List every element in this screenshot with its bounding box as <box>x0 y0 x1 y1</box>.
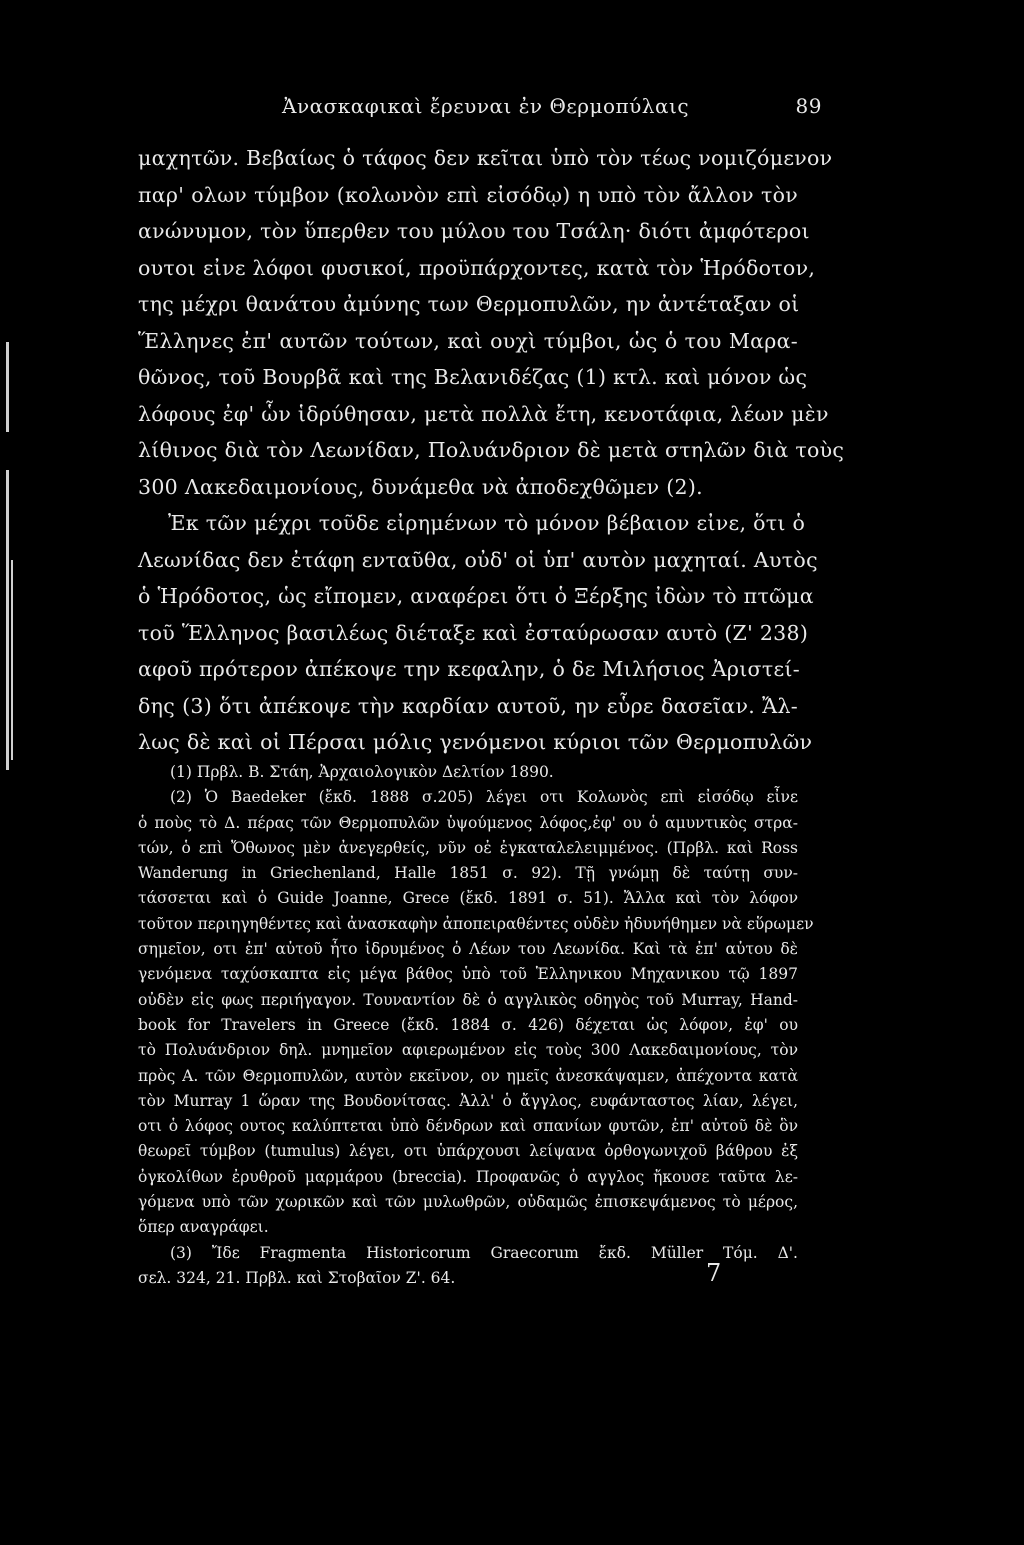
footnote-line: τὸ Πολυάνδριον δηλ. μνημεῖον αφιερωμένον εἰς τοὺς 300 Λακεδαιμονίους, τὸν <box>138 1041 798 1060</box>
text-line: θῶνος, τοῦ Βουρβᾶ καὶ της Βελανιδέζας (1) κτλ. καὶ μόνον ὡς <box>138 365 808 389</box>
text-line: αφοῦ πρότερον ἀπέκοψε την κεφαλην, ὁ δε Μιλήσιος Ἀριστεί- <box>138 657 800 681</box>
footnote-line: ὁ ποὺς τὸ Δ. πέρας τῶν Θερμοπυλῶν ὑψούμενος λόφος,ἐφ' ου ὁ αμυντικὸς στρα- <box>138 813 798 832</box>
footnote-line: οὐδὲν εἰς φως περιήγαγον. Τουναντίον δὲ ὁ αγγλικὸς οδηγὸς τοῦ Murray, Hand- <box>138 990 798 1009</box>
footnote-line: πρὸς Α. τῶν Θερμοπυλῶν, αυτὸν εκεῖνον, ον ημεῖς ἀνεσκάψαμεν, ἀπέχοντα κατὰ <box>138 1066 798 1085</box>
text-line: τοῦ Ἕλληνος βασιλέως διέταξε καὶ ἐσταύρωσαν αυτὸ (Ζ' 238) <box>138 620 809 645</box>
header-title: Ἀνασκαφικαὶ ἔρευναι ἐν Θερμοπύλαις <box>282 94 690 118</box>
footnote-line: γόμενα υπὸ τῶν χωρικῶν καὶ τῶν μυλωθρῶν, οὐδαμῶς ἐπισκεψάμενος τὸ μέρος, <box>138 1193 798 1212</box>
footnote-line: ὀγκολίθων ἐρυθροῦ μαρμάρου (breccia). Προφανῶς ὁ αγγλος ἤκουσε ταῦτα λε- <box>138 1167 798 1186</box>
footnote-line: (3) Ἴδε Fragmenta Historicorum Graecorum ἔκδ. Müller Τόμ. Δ'. <box>170 1243 798 1262</box>
footnote-line: (1) Πρβλ. Β. Στάη, Ἀρχαιολογικὸν Δελτίον 1890. <box>170 763 554 781</box>
footnote-line: τὸν Murray 1 ὥραν της Βουδονίτσας. Ἀλλ' ὁ ἄγγλος, ευφάνταστος λίαν, λέγει, <box>138 1091 798 1110</box>
text-line: λόφους ἐφ' ὧν ἱδρύθησαν, μετὰ πολλὰ ἔτη, κενοτάφια, λέων μὲν <box>138 401 829 426</box>
text-line: 300 Λακεδαιμονίους, δυνάμεθα νὰ ἀποδεχθῶμεν (2). <box>138 474 703 499</box>
footnotes <box>138 760 814 1291</box>
footnote-line: (2) Ὁ Baedeker (ἔκδ. 1888 σ.205) λέγει οτι Κολωνὸς επὶ εἰσόδῳ εἶνε <box>170 788 798 807</box>
scan-margin-mark <box>6 470 9 770</box>
signature-mark: 7 <box>706 1259 722 1287</box>
main-text <box>138 140 845 761</box>
text-line: της μέχρι θανάτου ἀμύνης των Θερμοπυλῶν, ην ἀντέταξαν οἱ <box>138 292 800 316</box>
footnote-line: θεωρεῖ τύμβον (tumulus) λέγει, οτι ὑπάρχουσι λείψανα ὀρθογωνιχοῦ βάθρου ἐξ <box>138 1142 798 1161</box>
page-number: 89 <box>795 94 822 118</box>
footnote-line: τάσσεται καὶ ὁ Guide Joanne, Grece (ἔκδ. 1891 σ. 51). Ἄλλα καὶ τὸν λόφον <box>138 889 798 908</box>
text-line: Ἐκ τῶν μέχρι τοῦδε εἰρημένων τὸ μόνον βέβαιον εἰνε, ὅτι ὁ <box>168 511 806 535</box>
text-line: Ἕλληνες ἐπ' αυτῶν τούτων, καὶ ουχὶ τύμβοι, ὡς ὁ του Μαρα- <box>138 328 798 353</box>
text-line: δης (3) ὅτι ἀπέκοψε τὴν καρδίαν αυτοῦ, ην εὗρε δασεῖαν. Ἄλ- <box>138 693 798 718</box>
footnote-line: τών, ὁ επὶ Ὄθωνος μὲν ἀνεγερθείς, νῦν οἐ ἐγκαταλελειμμένος. (Πρβλ. καὶ Ross <box>138 838 798 857</box>
text-line: Λεωνίδας δεν ἐτάφη ενταῦθα, οὐδ' οἱ ὑπ' αυτὸν μαχηταί. Αυτὸς <box>138 547 818 572</box>
footnote-line: γενόμενα ταχύσκαπτα εἰς μέγα βάθος ὑπὸ τοῦ Ἑλληνικου Μηχανικου τῷ 1897 <box>138 965 798 984</box>
text-line: παρ' ολων τύμβον (κολωνὸν επὶ εἰσόδῳ) η υπὸ τὸν ἄλλον τὸν <box>138 182 798 207</box>
text-line: λίθινος διὰ τὸν Λεωνίδαν, Πολυάνδριον δὲ μετὰ στηλῶν διὰ τοὺς <box>138 438 845 462</box>
footnote-line: σελ. 324, 21. Πρβλ. καὶ Στοβαῖον Ζ'. 64. <box>138 1268 456 1287</box>
text-line: ουτοι εἰνε λόφοι φυσικοί, προϋπάρχοντες, κατὰ τὸν Ἡρόδοτον, <box>138 255 816 280</box>
text-line: μαχητῶν. Βεβαίως ὁ τάφος δεν κεῖται ὑπὸ τὸν τέως νομιζόμενον <box>138 146 833 170</box>
footnote-line: book for Travelers in Greece (ἔκδ. 1884 σ. 426) δέχεται ὡς λόφον, ἐφ' ου <box>138 1015 798 1034</box>
footnote-line: σημεῖον, οτι ἐπ' αὐτοῦ ἦτο ἱδρυμένος ὁ Λέων του Λεωνίδα. Καὶ τὰ ἐπ' αὐτου δὲ <box>138 940 798 959</box>
text-line: λως δὲ καὶ οἱ Πέρσαι μόλις γενόμενοι κύριοι τῶν Θερμοπυλῶν <box>138 730 813 754</box>
scan-margin-mark <box>6 342 9 432</box>
footnote-line: τοῦτον περιηγηθέντες καὶ ἀνασκαφὴν ἀποπειραθέντες οὐδὲν ἠδυνήθημεν νὰ εὕρωμεν <box>138 914 814 933</box>
footnote-line: ὅπερ αναγράφει. <box>138 1218 269 1237</box>
text-line: ανώνυμον, τὸν ὕπερθεν του μύλου του Τσάλη· διότι ἀμφότεροι <box>138 219 810 243</box>
scan-margin-mark <box>11 560 13 760</box>
text-line: ὁ Ἡρόδοτος, ὡς εἴπομεν, αναφέρει ὅτι ὁ Ξέρξης ἰδὼν τὸ πτῶμα <box>138 584 814 608</box>
footnote-line: οτι ὁ λόφος ουτος καλύπτεται ὑπὸ δένδρων καὶ σπανίων φυτῶν, ἐπ' αὐτοῦ δὲ ὃν <box>138 1117 798 1136</box>
footnote-line: Wanderung in Griechenland, Halle 1851 σ. 92). Τῇ γνώμῃ δὲ ταύτῃ συν- <box>138 864 798 883</box>
